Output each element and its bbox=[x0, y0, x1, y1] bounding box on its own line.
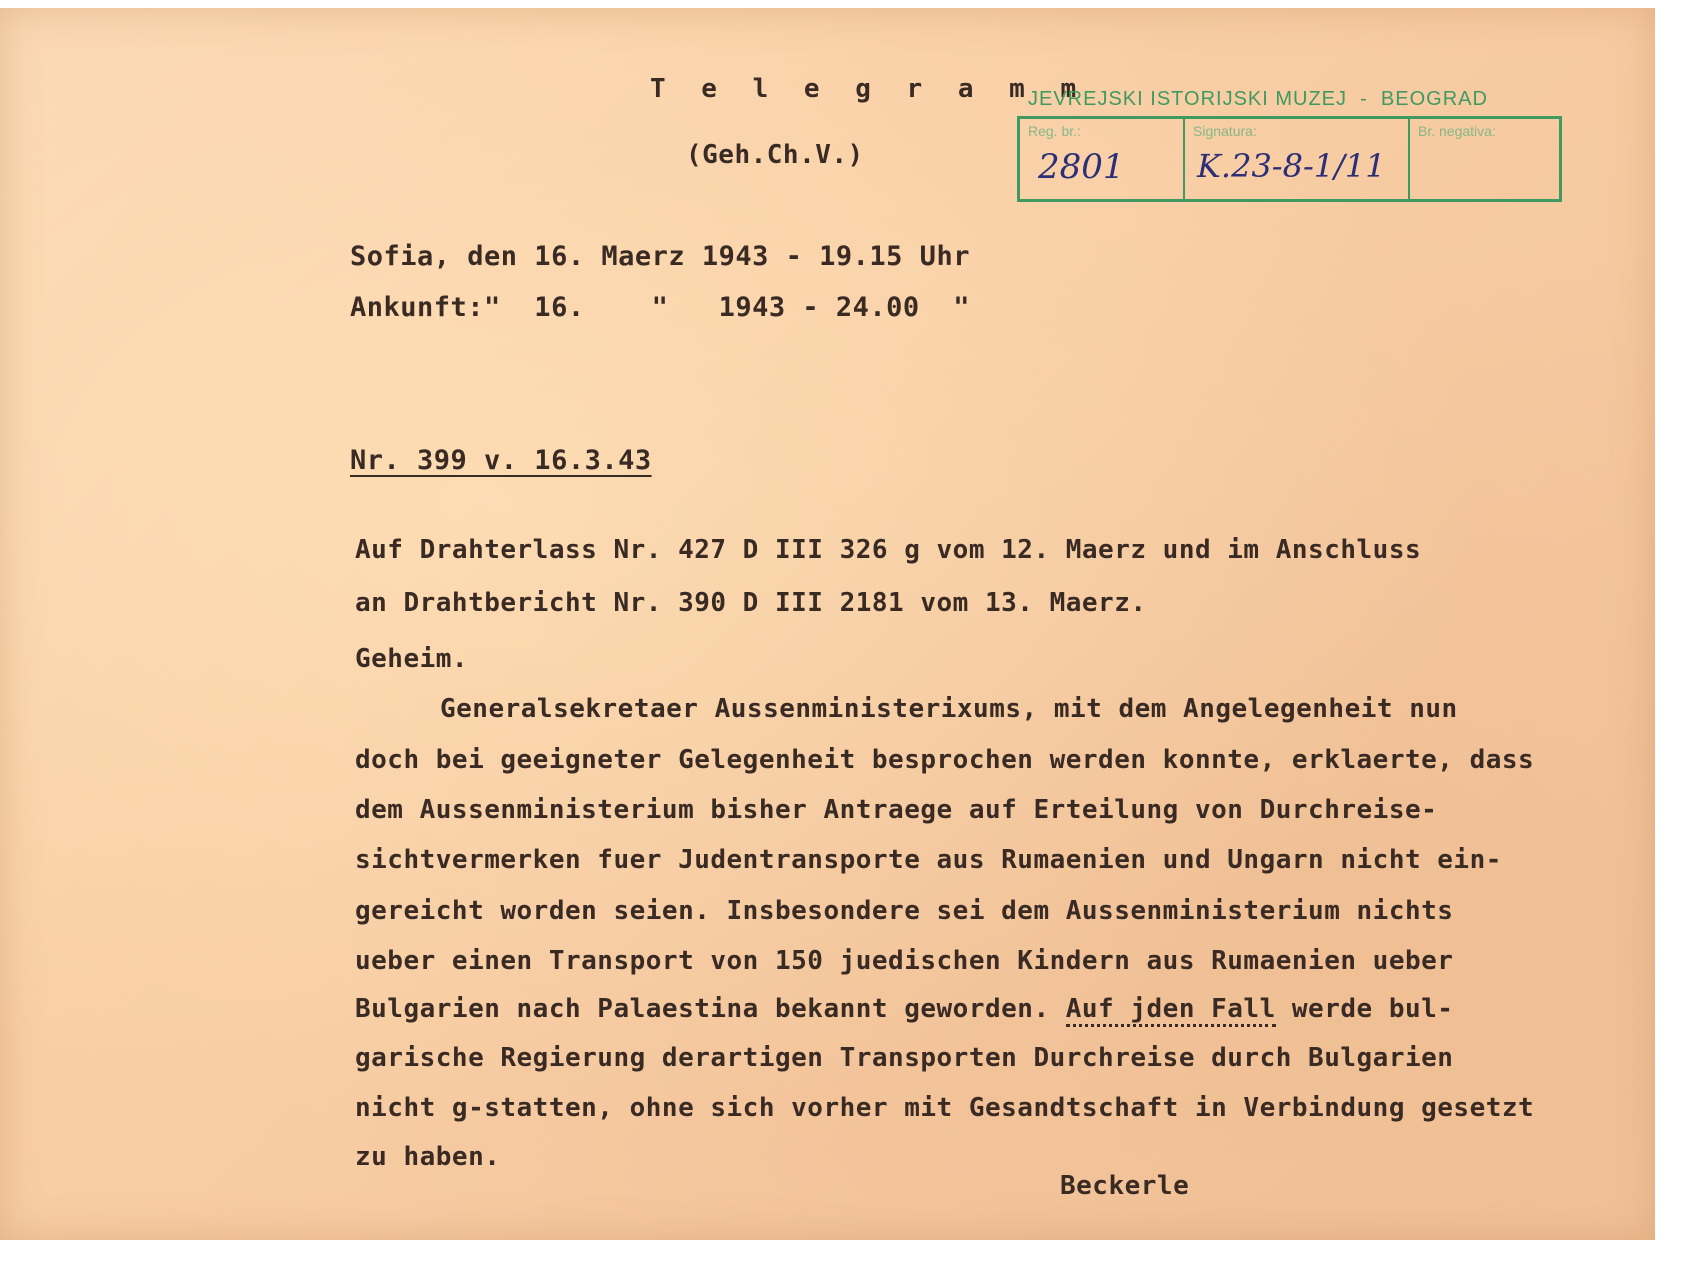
body-line-text: werde bul- bbox=[1275, 994, 1454, 1024]
body-line: nicht g-statten, ohne sich vorher mit Gesandtschaft in Verbindung gesetzt bbox=[355, 1093, 1535, 1123]
museum-stamp-header: JEVREJSKI ISTORIJSKI MUZEJ - BEOGRAD bbox=[1028, 88, 1488, 110]
document-title: T e l e g r a m m bbox=[650, 74, 1087, 104]
body-line: Geheim. bbox=[355, 644, 469, 674]
sent-line: Sofia, den 16. Maerz 1943 - 19.15 Uhr bbox=[350, 241, 970, 272]
stamp-cell-negative bbox=[1410, 119, 1560, 199]
stamp-label-signatura: Signatura: bbox=[1193, 123, 1257, 139]
telegram-document bbox=[0, 8, 1655, 1240]
body-line bbox=[355, 994, 1453, 1024]
body-line: ueber einen Transport von 150 juedischen Kindern aus Rumaenien ueber bbox=[355, 946, 1454, 976]
body-line: doch bei geeigneter Gelegenheit besprochen werden konnte, erklaerte, dass bbox=[355, 745, 1535, 775]
stamp-cell-registration bbox=[1020, 119, 1185, 199]
body-line: an Drahtbericht Nr. 390 D III 2181 vom 13. Maerz. bbox=[355, 588, 1147, 618]
stamp-cell-signatura bbox=[1185, 119, 1410, 199]
dotted-underlined-phrase: Auf jden Fall bbox=[1066, 994, 1276, 1027]
reference-number: Nr. 399 v. 16.3.43 bbox=[350, 445, 652, 476]
stamp-value-registration: 2801 bbox=[1038, 147, 1125, 187]
body-line-text: Bulgarien nach Palaestina bekannt geworden. bbox=[355, 994, 1050, 1024]
stamp-label-registration: Reg. br.: bbox=[1028, 123, 1081, 139]
museum-stamp bbox=[1017, 116, 1562, 202]
body-line: zu haben. bbox=[355, 1142, 501, 1172]
body-line: garische Regierung derartigen Transporten Durchreise durch Bulgarien bbox=[355, 1043, 1454, 1073]
stamp-value-signatura: K.23-8-1/11 bbox=[1197, 147, 1386, 185]
body-line: sichtvermerken fuer Judentransporte aus Rumaenien und Ungarn nicht ein- bbox=[355, 845, 1502, 875]
arrival-line: Ankunft:" 16. " 1943 - 24.00 " bbox=[350, 292, 970, 323]
body-line: Auf Drahterlass Nr. 427 D III 326 g vom 12. Maerz und im Anschluss bbox=[355, 535, 1422, 565]
document-subtitle: (Geh.Ch.V.) bbox=[686, 140, 864, 170]
body-line: gereicht worden seien. Insbesondere sei dem Aussenministerium nichts bbox=[355, 896, 1454, 926]
stamp-label-negative: Br. negativa: bbox=[1418, 123, 1496, 139]
body-line: dem Aussenministerium bisher Antraege auf Erteilung von Durchreise- bbox=[355, 795, 1438, 825]
signature: Beckerle bbox=[1060, 1171, 1190, 1201]
body-line: Generalsekretaer Aussenministerixums, mit dem Angelegenheit nun bbox=[440, 694, 1458, 724]
